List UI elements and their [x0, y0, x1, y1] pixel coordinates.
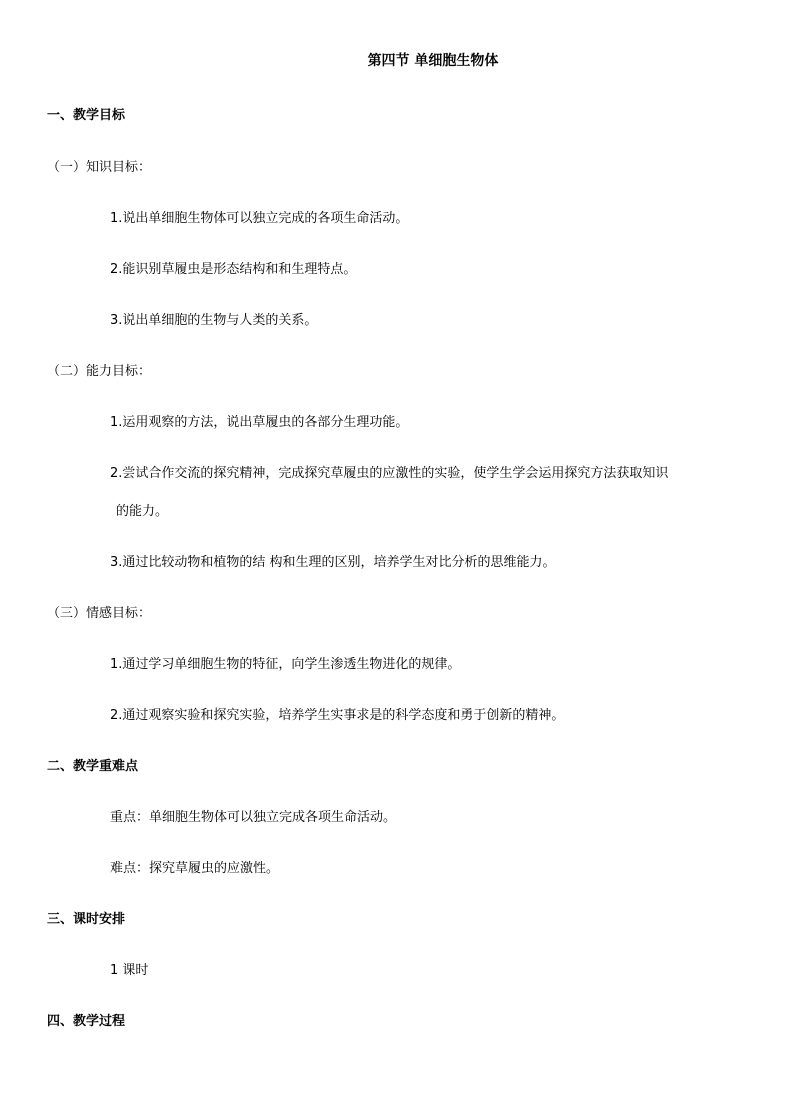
list-item-continuation: 的能力。	[116, 504, 169, 519]
section-heading-key-points: 二、教学重难点	[47, 759, 139, 774]
list-item: 2.尝试合作交流的探究精神，完成探究草履虫的应激性的实验，使学生学会运用探究方法获取知识	[110, 466, 669, 481]
list-item: 重点：单细胞生物体可以独立完成各项生命活动。	[110, 810, 397, 825]
subsection-heading-knowledge: （一）知识目标：	[47, 160, 152, 175]
list-item: 1.说出单细胞生物体可以独立完成的各项生命活动。	[110, 211, 409, 226]
list-item: 1.运用观察的方法，说出草履虫的各部分生理功能。	[110, 415, 409, 430]
subsection-heading-ability: （二）能力目标：	[47, 364, 152, 379]
list-item: 1 课时	[110, 963, 149, 978]
list-item: 3.通过比较动物和植物的结 构和生理的区别，培养学生对比分析的思维能力。	[110, 555, 556, 570]
section-heading-schedule: 三、课时安排	[47, 912, 126, 927]
list-item: 2.通过观察实验和探究实验，培养学生实事求是的科学态度和勇于创新的精神。	[110, 708, 565, 723]
list-item: 3.说出单细胞的生物与人类的关系。	[110, 313, 318, 328]
section-heading-process: 四、教学过程	[47, 1014, 126, 1029]
list-item: 1.通过学习单细胞生物的特征，向学生渗透生物进化的规律。	[110, 657, 461, 672]
list-item: 2.能识别草履虫是形态结构和和生理特点。	[110, 262, 357, 277]
document-title: 第四节 单细胞生物体	[367, 53, 499, 69]
subsection-heading-emotion: （三）情感目标：	[47, 606, 152, 621]
list-item: 难点：探究草履虫的应激性。	[110, 861, 280, 876]
section-heading-objectives: 一、教学目标	[47, 108, 126, 123]
